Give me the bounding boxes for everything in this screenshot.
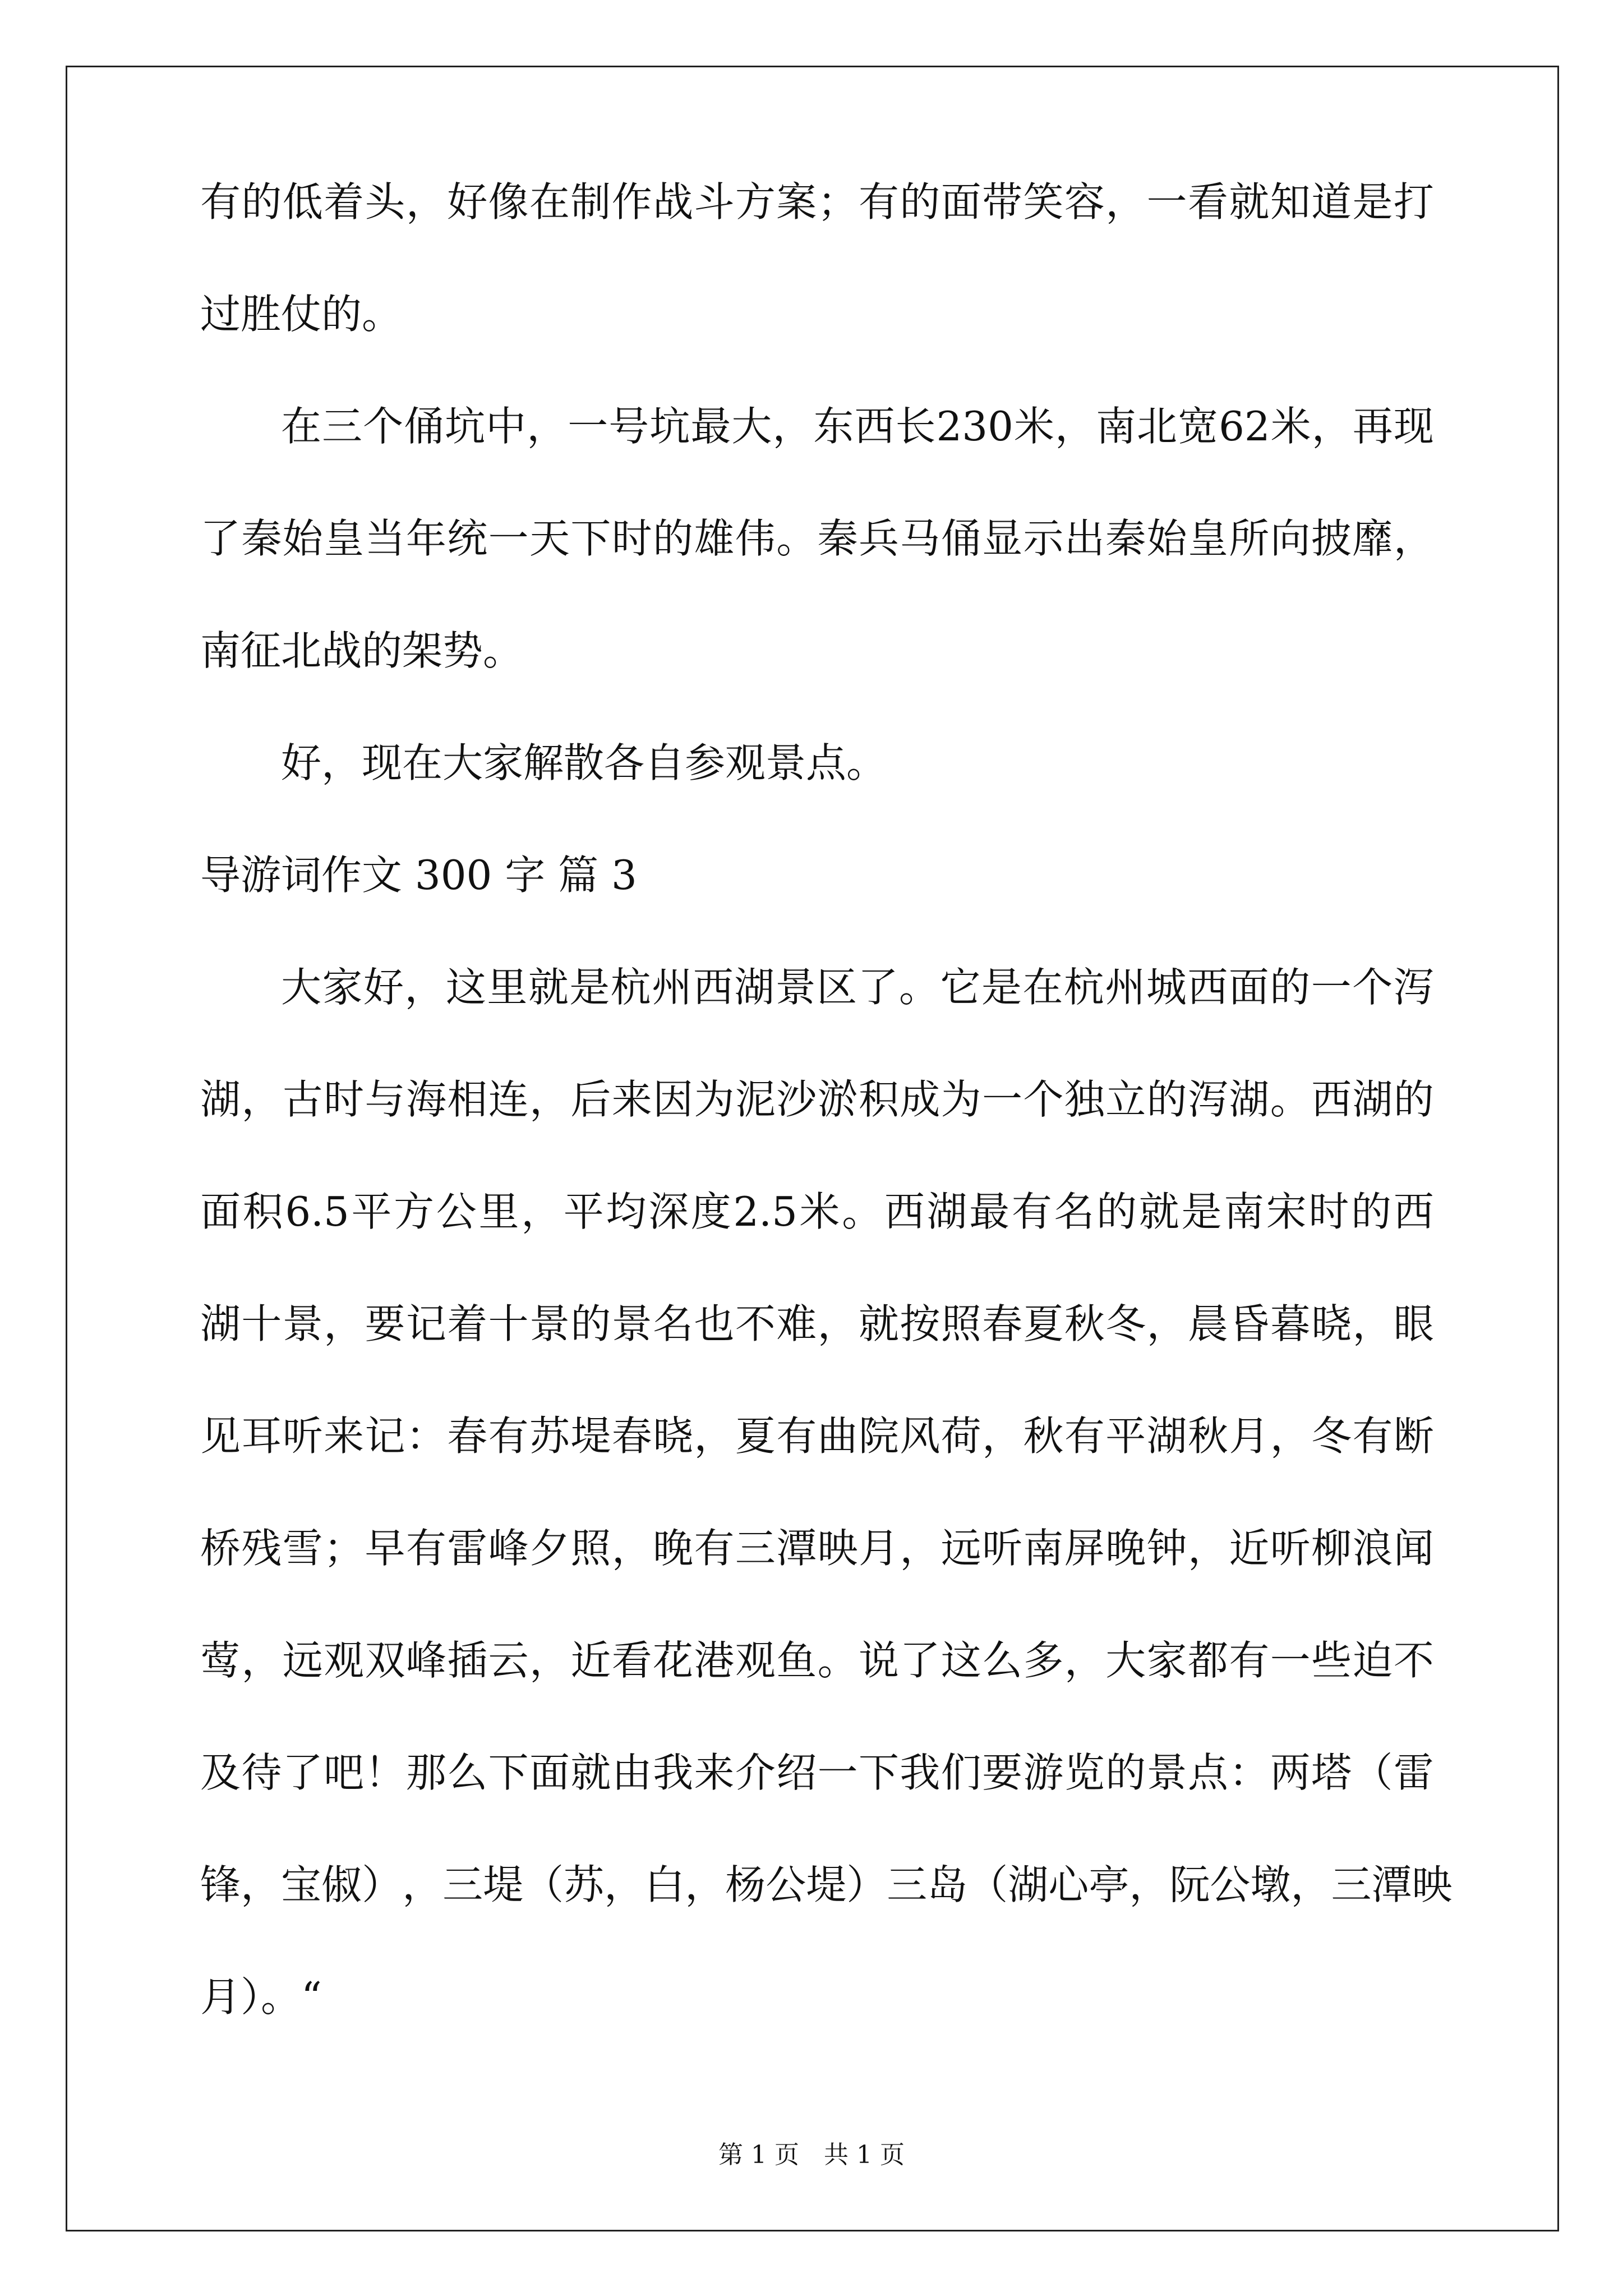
text-line: 过胜仗的。 <box>200 291 403 338</box>
text-line: 锋 ， 宝 俶 ） ， 三 堤 （ 苏 ， 白 ， 杨 公 堤 ） 三 岛 （ 湖 心 亭 ， 阮 公 墩 ， 三 潭 映 <box>200 1861 1453 1908</box>
text-line: 有 的 低 着 头 ， 好 像 在 制 作 战 斗 方 案 ； 有 的 面 带 笑 容 ， 一 看 就 知 道 是 打 <box>200 178 1434 226</box>
text-line: 莺 ， 远 观 双 峰 插 云 ， 近 看 花 港 观 鱼 。 说 了 这 么 多 ， 大 家 都 有 一 些 迫 不 <box>200 1637 1434 1684</box>
text-line: 面 积 6.5 平 方 公 里 ， 平 均 深 度 2.5 米 。 西 湖 最 有 名 的 就 是 南 宋 时 的 西 <box>200 1188 1434 1235</box>
text-line: 好，现在大家解散各自参观景点。 <box>281 739 887 786</box>
text-line: 大 家 好 ， 这 里 就 是 杭 州 西 湖 景 区 了 。 它 是 在 杭 州 城 西 面 的 一 个 泻 <box>281 964 1434 1011</box>
text-line: 了 秦 始 皇 当 年 统 一 天 下 时 的 雄 伟 。 秦 兵 马 俑 显 示 出 秦 始 皇 所 向 披 靡 ， <box>200 515 1434 562</box>
text-line: 南征北战的架势。 <box>200 627 524 674</box>
text-line: 月）。“ <box>200 1973 322 2021</box>
text-line: 见 耳 听 来 记 ： 春 有 苏 堤 春 晓 ， 夏 有 曲 院 风 荷 ， 秋 有 平 湖 秋 月 ， 冬 有 断 <box>200 1412 1434 1460</box>
text-line: 湖 十 景 ， 要 记 着 十 景 的 景 名 也 不 难 ， 就 按 照 春 夏 秋 冬 ， 晨 昏 暮 晓 ， 眼 <box>200 1300 1434 1347</box>
text-line: 及 待 了 吧 ！ 那 么 下 面 就 由 我 来 介 绍 一 下 我 们 要 游 览 的 景 点 ： 两 塔 （ 雷 <box>200 1749 1434 1796</box>
text-line: 湖 ， 古 时 与 海 相 连 ， 后 来 因 为 泥 沙 淤 积 成 为 一 个 独 立 的 泻 湖 。 西 湖 的 <box>200 1076 1434 1123</box>
page-footer: 第 1 页 共 1 页 <box>718 2141 905 2169</box>
section-heading: 导游词作文 300 字 篇 3 <box>200 852 637 899</box>
text-line: 桥 残 雪 ； 早 有 雷 峰 夕 照 ， 晚 有 三 潭 映 月 ， 远 听 南 屏 晚 钟 ， 近 听 柳 浪 闻 <box>200 1525 1434 1572</box>
text-line: 在 三 个 俑 坑 中 ， 一 号 坑 最 大 ， 东 西 长 230 米 ， 南 北 宽 62 米 ， 再 现 <box>281 403 1434 450</box>
